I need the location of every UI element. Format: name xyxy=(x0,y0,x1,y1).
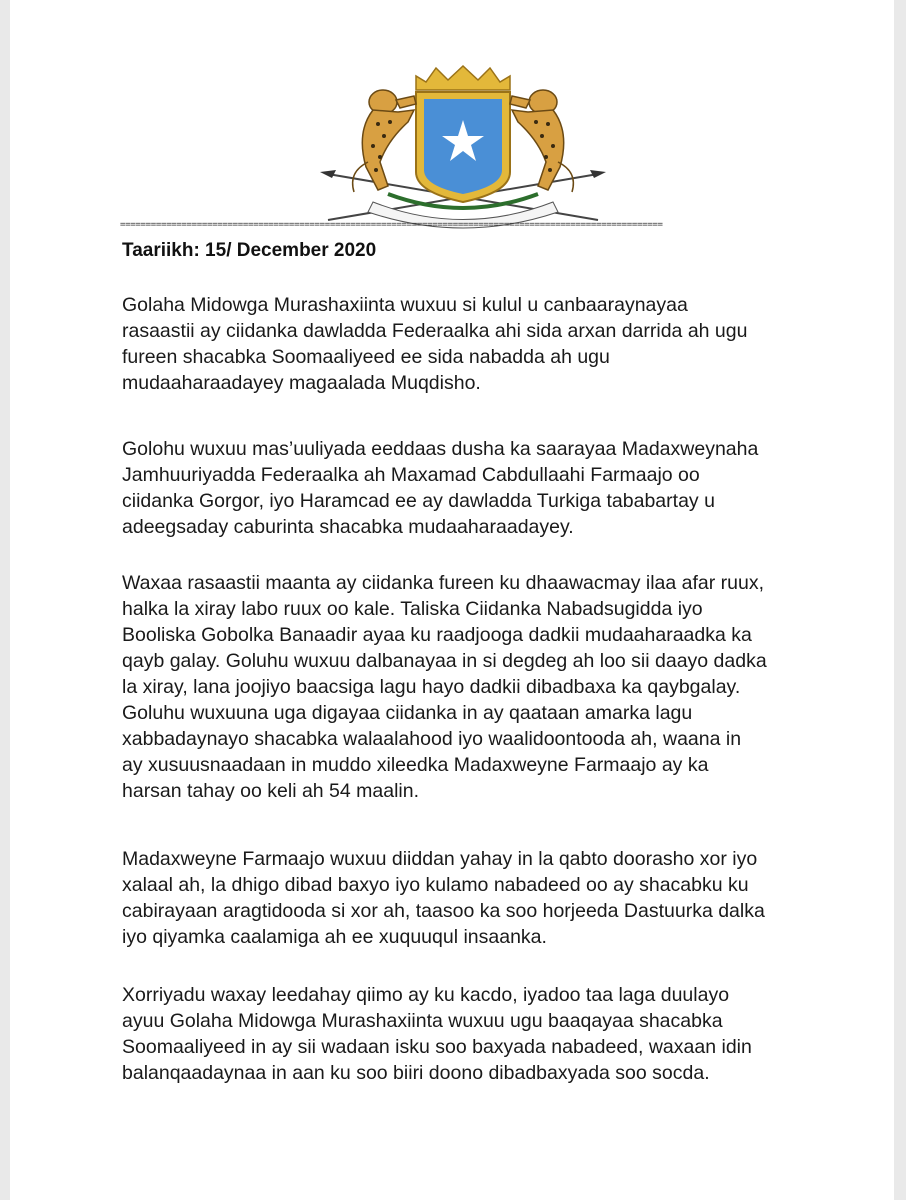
text-line: Madaxweyne Farmaajo wuxuu diiddan yahay in la qabto doorasho xor iyo xyxy=(122,848,758,870)
somalia-coat-of-arms-icon xyxy=(318,62,608,230)
paragraph-5 xyxy=(122,982,822,1086)
text-line: la xiray, lana joojiyo baacsiga lagu hayo dadkii dibadbaxa ka qaybgalay. xyxy=(122,676,741,698)
text-line: Golohu wuxuu mas’uuliyada eeddaas dusha ka saarayaa Madaxweynaha xyxy=(122,438,759,460)
paragraph-4 xyxy=(122,846,822,950)
text-line: qayb galay. Goluhu wuxuu dalbanayaa in si degdeg ah loo sii daayo dadka xyxy=(122,650,767,672)
text-line: Soomaaliyeed in ay sii wadaan isku soo baxyada nabadeed, waxaan idin xyxy=(122,1036,752,1058)
text-line: fureen shacabka Soomaaliyeed ee sida nabadda ah ugu xyxy=(122,346,610,368)
paragraph-3 xyxy=(122,570,822,804)
document-page xyxy=(10,0,894,1200)
date-line: Taariikh: 15/ December 2020 xyxy=(122,240,377,261)
text-line: ciidanka Gorgor, iyo Haramcad ee ay dawladda Turkiga tababartay u xyxy=(122,490,715,512)
text-line: ay xusuusnaadaan in muddo xileedka Madaxweyne Farmaajo ay ka xyxy=(122,754,709,776)
text-line: ayuu Golaha Midowga Murashaxiinta wuxuu ugu baaqayaa shacabka xyxy=(122,1010,723,1032)
text-line: Golaha Midowga Murashaxiinta wuxuu si kulul u canbaaraynayaa xyxy=(122,294,688,316)
text-line: balanqaadaynaa in aan ku soo biiri doono dibadbaxyada soo socda. xyxy=(122,1062,710,1084)
text-line: xabbadaynayo shacabka walaalahood iyo waalidoontooda ah, waana in xyxy=(122,728,742,750)
text-line: mudaaharaadayey magaalada Muqdisho. xyxy=(122,372,481,394)
text-line: halka la xiray labo ruux oo kale. Taliska Ciidanka Nabadsugidda iyo xyxy=(122,598,703,620)
text-line: Booliska Gobolka Banaadir ayaa ku raadjooga dadkii mudaaharaadka ka xyxy=(122,624,752,646)
text-line: cabirayaan aragtidooda si xor ah, taasoo ka soo horjeeda Dastuurka dalka xyxy=(122,900,765,922)
text-line: Jamhuuriyadda Federaalka ah Maxamad Cabdullaahi Farmaajo oo xyxy=(122,464,700,486)
text-line: xalaal ah, la dhigo dibad baxyo iyo kulamo nabadeed oo ay shacabku ku xyxy=(122,874,749,896)
text-line: Xorriyadu waxay leedahay qiimo ay ku kacdo, iyadoo taa laga duulayo xyxy=(122,984,730,1006)
text-line: Goluhu wuxuuna uga digayaa ciidanka in ay qaataan amarka lagu xyxy=(122,702,693,724)
text-line: rasaastii ay ciidanka dawladda Federaalka ahi sida arxan darrida ah ugu xyxy=(122,320,748,342)
paragraph-2 xyxy=(122,436,822,540)
header-separator: ========================================================================================================== xyxy=(120,220,663,230)
text-line: adeegsaday caburinta shacabka mudaaharaadayey. xyxy=(122,516,574,538)
text-line: iyo qiyamka caalamiga ah ee xuquuqul insaanka. xyxy=(122,926,547,948)
text-line: Waxaa rasaastii maanta ay ciidanka fureen ku dhaawacmay ilaa afar ruux, xyxy=(122,572,765,594)
paragraph-1 xyxy=(122,292,822,396)
text-line: harsan tahay oo keli ah 54 maalin. xyxy=(122,780,420,802)
